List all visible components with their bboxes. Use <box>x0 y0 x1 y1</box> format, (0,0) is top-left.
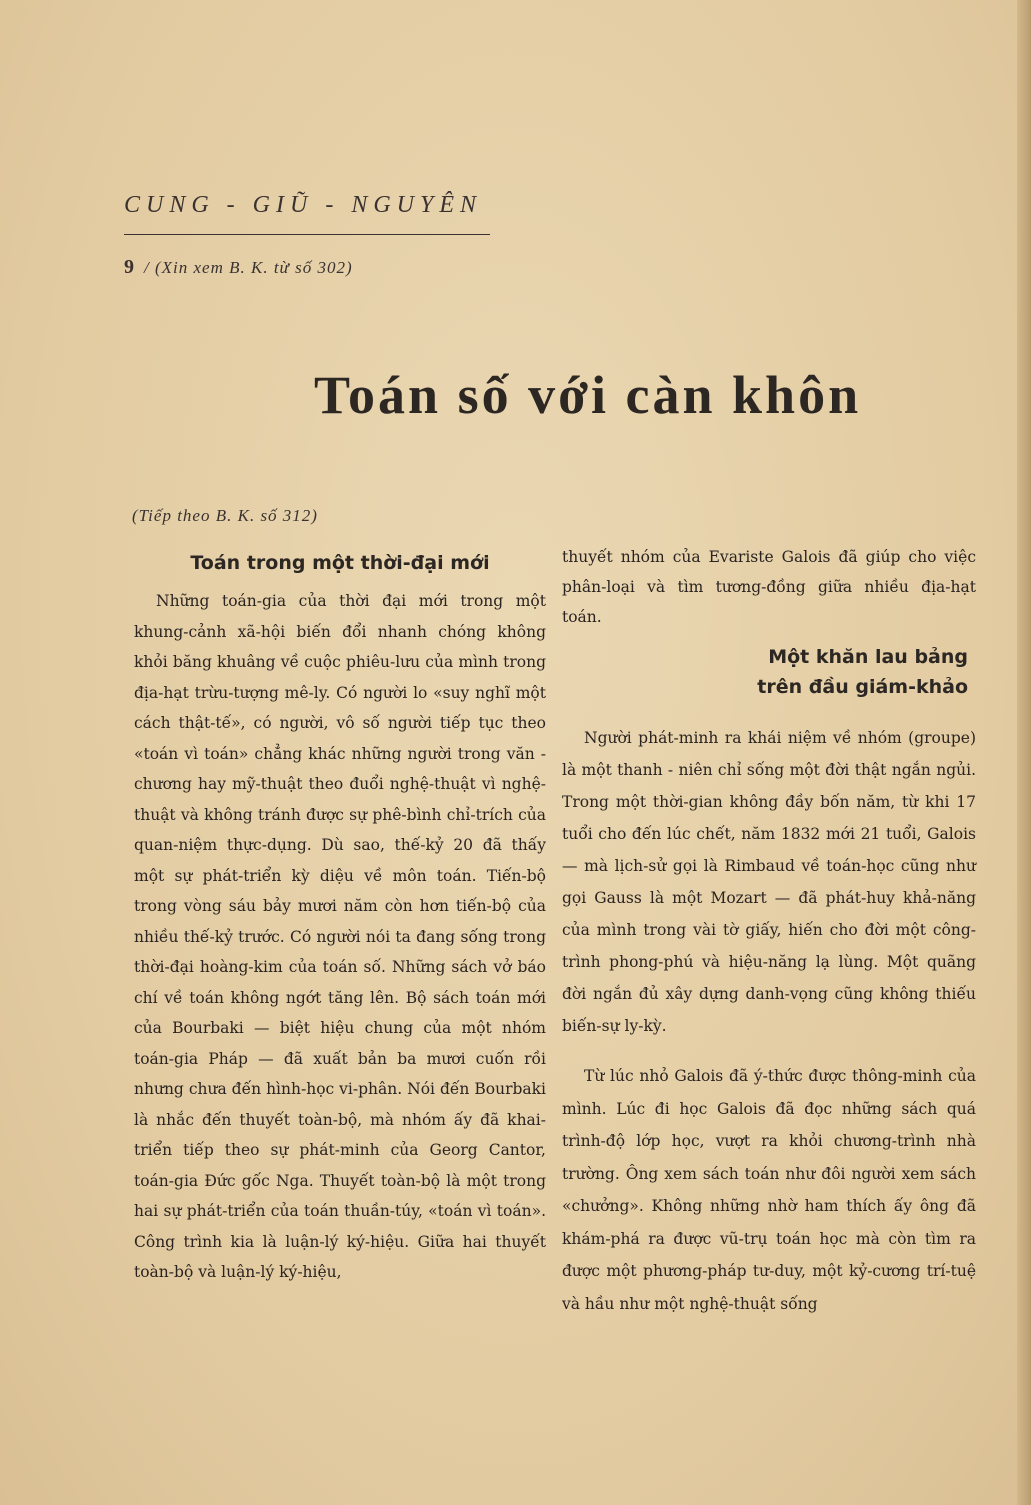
series-number: 9 <box>124 256 134 278</box>
author-name: CUNG - GIŨ - NGUYÊN <box>124 192 483 218</box>
right-continuation: thuyết nhóm của Evariste Galois đã giúp cho việc phân-loại và tìm tương-đồng giữa nhiều địa-hạt toán. <box>562 548 976 626</box>
continued-from-note: (Tiếp theo B. K. số 312) <box>132 506 318 525</box>
section-heading-chalk-eraser <box>562 642 968 702</box>
right-paragraph-1: Người phát-minh ra khái niệm về nhóm (groupe) là một thanh - niên chỉ sống một đời thật ngắn ngủi. Trong một thời-gian không đầy bốn năm, từ khi 17 tuổi cho đến lúc chết, năm 1832 mới 21 tuổi, Galois — mà lịch-sử gọi là Rimbaud về toán-học cũng như gọi Gauss là một Mozart — đã phát-huy khả-năng của mình trong vài tờ giấy, hiến cho đời một công-trình phong-phú và hiệu-năng lạ lùng. Một quãng đời ngắn đủ xây dựng danh-vọng cũng không thiếu biến-sự ly-kỳ. <box>562 729 976 1035</box>
author-underline <box>124 234 490 235</box>
heading-line-1: Một khăn lau bảng <box>768 646 968 668</box>
right-paragraph-2: Từ lúc nhỏ Galois đã ý-thức được thông-minh của mình. Lúc đi học Galois đã đọc những sách quá trình-độ lớp học, vượt ra khỏi chương-trình nhà trường. Ông xem sách toán như đôi người xem sách «chưởng». Không những nhờ ham thích ấy ông đã khám-phá ra được vũ-trụ toán học mà còn tìm ra được một phương-pháp tư-duy, một kỷ-cương trí-tuệ và hầu như một nghệ-thuật sống <box>562 1067 976 1313</box>
left-column <box>134 552 546 1288</box>
article-title: Toán số với càn khôn <box>314 365 862 425</box>
page-edge <box>1017 0 1031 1505</box>
series-note: / (Xin xem B. K. từ số 302) <box>144 258 353 277</box>
left-paragraph: Những toán-gia của thời đại mới trong một khung-cảnh xã-hội biến đổi nhanh chóng không khỏi băng khuâng về cuộc phiêu-lưu của mình trong địa-hạt trừu-tượng mê-ly. Có người lo «suy nghĩ một cách thật-tế», có người, vô số người tiếp tục theo «toán vì toán» chẳng khác những người trong văn - chương hay mỹ-thuật theo đuổi nghệ-thuật vì nghệ-thuật và không tránh được sự phê-bình chỉ-trích của quan-niệm thực-dụng. Dù sao, thế-kỷ 20 đã thấy một sự phát-triển kỳ diệu về môn toán. Tiến-bộ trong vòng sáu bảy mươi năm còn hơn tiến-bộ của nhiều thế-kỷ trước. Có người nói ta đang sống trong thời-đại hoàng-kim của toán số. Những sách vở báo chí về toán không ngớt tăng lên. Bộ sách toán mới của Bourbaki — biệt hiệu chung của một nhóm toán-gia Pháp — đã xuất bản ba mươi cuốn rồi nhưng chưa đến hình-học vi-phân. Nói đến Bourbaki là nhắc đến thuyết toàn-bộ, mà nhóm ấy đã khai-triển tiếp theo sự phát-minh của Georg Cantor, toán-gia Đức gốc Nga. Thuyết toàn-bộ là một trong hai sự phát-triển của toán thuần-túy, «toán vì toán». Công trình kia là luận-lý ký-hiệu. Giữa hai thuyết toàn-bộ và luận-lý ký-hiệu, <box>134 592 546 1281</box>
right-column <box>562 542 976 1320</box>
heading-line-2: trên đầu giám-khảo <box>757 676 968 698</box>
section-heading-new-era: Toán trong một thời-đại mới <box>190 552 490 574</box>
series-line <box>124 256 353 279</box>
